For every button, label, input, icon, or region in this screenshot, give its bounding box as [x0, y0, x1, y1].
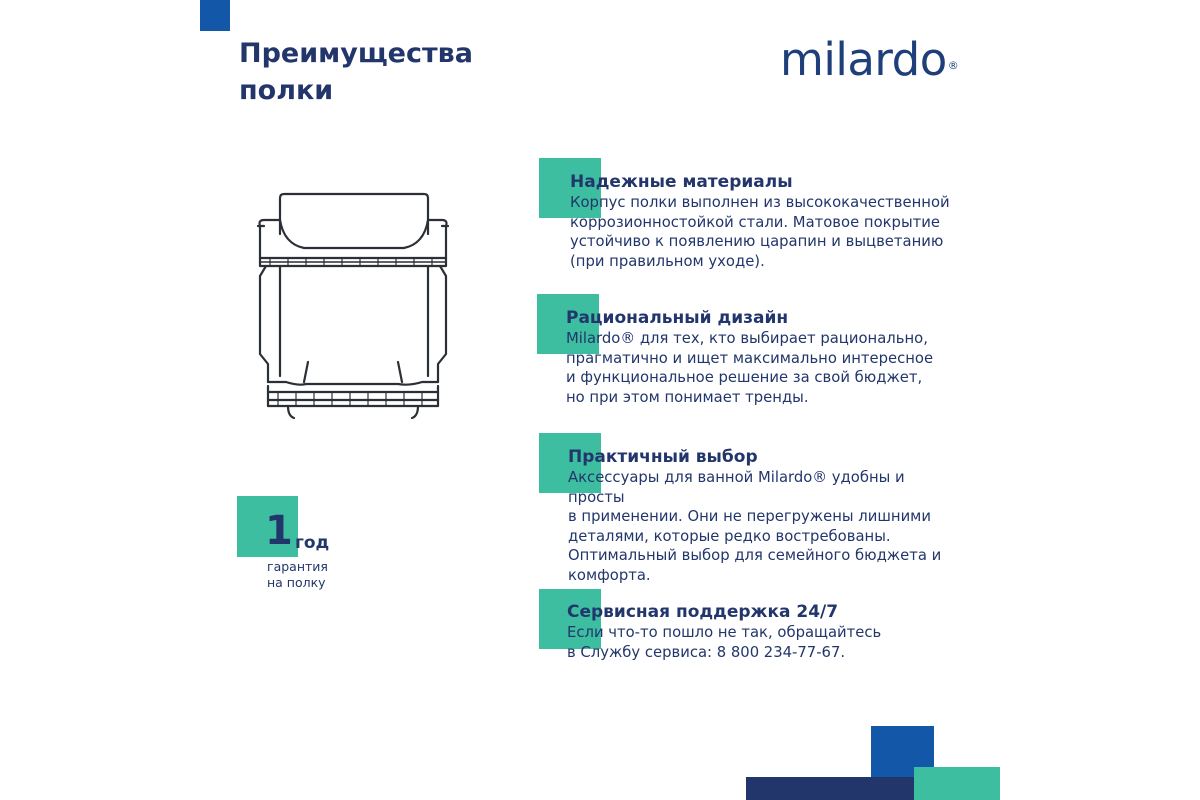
- wire-bathroom-shelf-icon: [248, 186, 458, 426]
- registered-mark: ®: [947, 59, 959, 72]
- feature-line: коррозионностойкой стали. Матовое покрытие: [570, 213, 940, 231]
- feature-line: но при этом понимает тренды.: [566, 388, 809, 406]
- feature-practical: [539, 433, 942, 584]
- feature-description: [570, 193, 960, 271]
- page-title: [239, 35, 473, 109]
- feature-description: [567, 623, 957, 662]
- feature-line: в применении. Они не перегружены лишними: [568, 508, 931, 525]
- page-title-line1: Преимущества: [239, 38, 473, 69]
- feature-line: устойчиво к появлению царапин и выцветанию: [570, 233, 944, 250]
- warranty-unit: год: [295, 533, 330, 553]
- warranty-number: 1: [265, 508, 293, 554]
- feature-line: деталями, которые редко востребованы.: [568, 527, 891, 545]
- decor-bar-bottom-navy: [746, 777, 914, 800]
- page-title-line2: полки: [239, 75, 334, 106]
- feature-heading: Практичный выбор: [568, 447, 758, 467]
- decor-square-top: [200, 0, 230, 31]
- warranty-caption: [267, 559, 367, 591]
- feature-support: [539, 589, 929, 661]
- feature-line: Корпус полки выполнен из высококачественной: [570, 194, 950, 211]
- feature-line: (при правильном уходе).: [570, 252, 765, 270]
- feature-design: [537, 294, 934, 406]
- decor-square-bottom-teal: [914, 767, 1000, 800]
- feature-description: [568, 468, 958, 585]
- feature-line: Аксессуары для ванной Milardo® удобны и просты: [568, 469, 905, 506]
- feature-line: в Службу сервиса: 8 800 234-77-67.: [567, 643, 846, 661]
- feature-line: Оптимальный выбор для семейного бюджета и: [568, 547, 942, 564]
- feature-materials: [539, 158, 950, 270]
- feature-line: Если что-то пошло не так, обращайтесь: [567, 624, 882, 641]
- feature-line: и функциональное решение за свой бюджет,: [566, 369, 923, 386]
- feature-heading: Рациональный дизайн: [566, 308, 789, 328]
- feature-heading: Надежные материалы: [570, 172, 793, 192]
- brand-logo: [780, 34, 958, 86]
- brand-logo-text: milardo: [780, 33, 947, 86]
- warranty-caption-line2: на полку: [267, 575, 326, 590]
- feature-line: Milardo® для тех, кто выбирает рационально,: [566, 330, 928, 347]
- feature-line: комфорта.: [568, 566, 651, 584]
- feature-line: прагматично и ищет максимально интересное: [566, 349, 934, 367]
- feature-description: [566, 329, 956, 407]
- feature-heading: Сервисная поддержка 24/7: [567, 602, 839, 622]
- warranty-caption-line1: гарантия: [267, 559, 328, 574]
